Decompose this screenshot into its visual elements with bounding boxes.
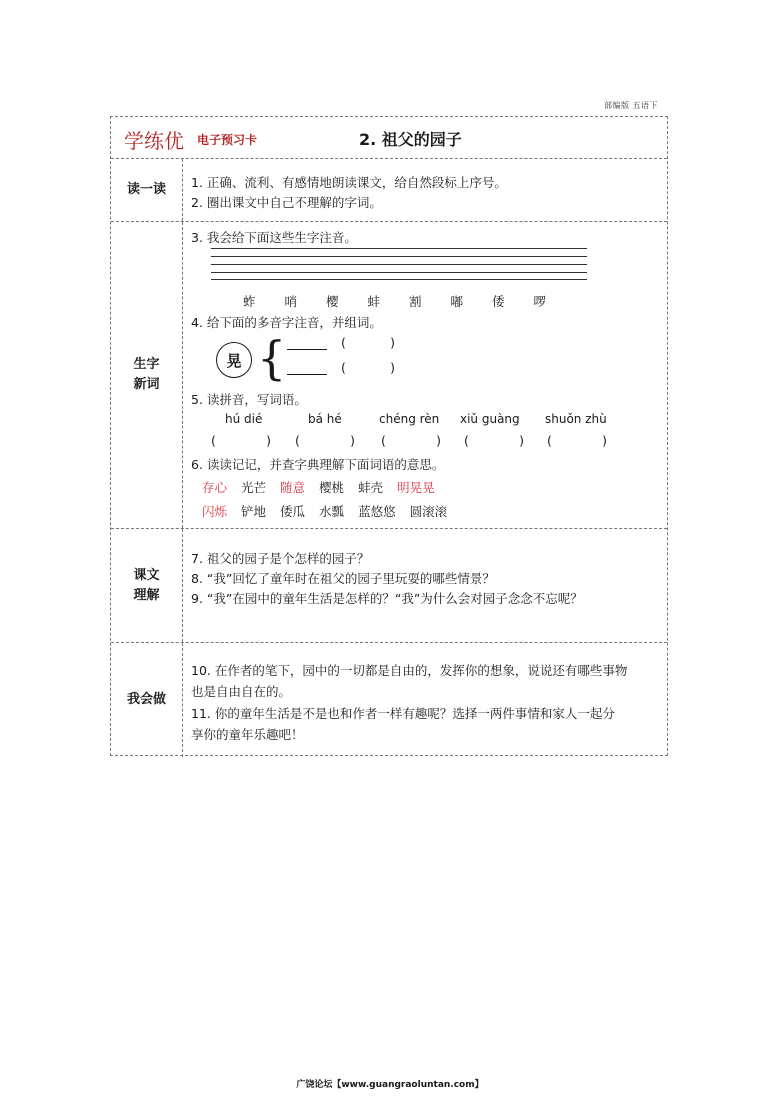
vocab-word: 蚌壳 bbox=[358, 480, 384, 495]
pinyin-row bbox=[191, 412, 631, 428]
preview-card-table bbox=[110, 116, 668, 756]
question-11: 11. 你的童年生活是不是也和作者一样有趣呢？选择一两件事情和家人一起分 bbox=[191, 706, 615, 721]
char-5: 割 bbox=[409, 294, 422, 309]
vocab-word: 水瓢 bbox=[319, 504, 345, 519]
pinyin-4: xiǔ guàng bbox=[460, 412, 520, 426]
brand-logo-text: 学练优 bbox=[124, 129, 184, 153]
question-5: 5. 读拼音，写词语。 bbox=[191, 392, 307, 407]
char-2: 哨 bbox=[284, 294, 298, 309]
lesson-title: 2. 祖父的园子 bbox=[359, 130, 462, 149]
question-6: 6. 读读记记，并查字典理解下面词语的意思。 bbox=[191, 457, 445, 472]
pinyin-3: chéng rèn bbox=[379, 412, 440, 426]
question-4: 4. 给下面的多音字注音，并组词。 bbox=[191, 315, 382, 330]
char-6: 嘟 bbox=[450, 294, 464, 309]
section-words: 生字 新词 3. 我会给下面这些生字注音。 蚱 哨 樱 蚌 割 嘟 倭 啰 4. 给下面的多音字注音，并组词。 晃 { ( ) ( ) 5. 读拼音，写词语。 hú dié bá hé chéng rèn xiǔ guàng shuǒn zhù ( ) ( ) ( ) ( ) ( ) 6. 读读记记，并查字典理解下面词语的意思。 存心 光芒 随意 樱桃 蚌壳 明晃晃 闪烁 铲地 倭瓜 水瓢 蓝悠悠 圆滚滚 bbox=[111, 221, 667, 528]
vocab-word: 蓝悠悠 bbox=[358, 504, 396, 519]
read-item-2: 2. 圈出课文中自己不理解的字词。 bbox=[191, 195, 382, 210]
vocab-row-1 bbox=[202, 478, 449, 496]
pinyin-blank-2[interactable] bbox=[287, 374, 327, 375]
vocab-word: 存心 bbox=[202, 480, 228, 495]
writing-line bbox=[211, 279, 587, 280]
question-10-cont: 也是自由自在的。 bbox=[191, 684, 292, 699]
vocab-row-2 bbox=[202, 502, 461, 520]
char-8: 啰 bbox=[533, 294, 547, 309]
vocab-word: 樱桃 bbox=[319, 480, 345, 495]
char-3: 樱 bbox=[326, 294, 339, 309]
vocab-word: 圆滚滚 bbox=[409, 504, 448, 519]
char-7: 倭 bbox=[492, 294, 505, 309]
edition-label: 部编版 五语下 bbox=[604, 101, 659, 110]
writing-line bbox=[211, 248, 587, 249]
footer-site-link: 广饶论坛【www.guangraoluntan.com】 bbox=[296, 1080, 484, 1090]
pinyin-2: bá hé bbox=[308, 412, 342, 426]
vocab-word: 铲地 bbox=[241, 504, 267, 519]
question-9: 9. “我”在园中的童年生活是怎样的？“我”为什么会对园子念念不忘呢？ bbox=[191, 591, 583, 606]
question-3: 3. 我会给下面这些生字注音。 bbox=[191, 230, 357, 245]
section-label-understand: 课文 理解 bbox=[111, 529, 183, 642]
section-label-practice: 我会做 bbox=[111, 643, 183, 757]
card-header bbox=[111, 117, 667, 158]
writing-line bbox=[211, 256, 587, 257]
vocab-word: 光芒 bbox=[241, 480, 267, 495]
pinyin-blank-1[interactable] bbox=[287, 349, 327, 350]
question-10: 10. 在作者的笔下，园中的一切都是自由的，发挥你的想象，说说还有哪些事物 bbox=[191, 663, 628, 678]
pinyin-5: shuǒn zhù bbox=[545, 412, 607, 426]
section-label-words: 生字 新词 bbox=[111, 222, 183, 528]
question-11-cont: 享你的童年乐趣吧！ bbox=[191, 727, 304, 742]
section-read bbox=[111, 158, 667, 221]
read-item-1: 1. 正确、流利、有感情地朗读课文，给自然段标上序号。 bbox=[191, 175, 507, 190]
brace-icon: { bbox=[257, 331, 287, 385]
vocab-word: 闪烁 bbox=[202, 504, 228, 519]
question-7: 7. 祖父的园子是个怎样的园子？ bbox=[191, 551, 370, 566]
vocab-word: 倭瓜 bbox=[280, 504, 306, 519]
vocab-word: 明晃晃 bbox=[397, 480, 435, 495]
writing-line bbox=[211, 264, 587, 265]
vocab-word: 随意 bbox=[280, 480, 306, 495]
section-understand bbox=[111, 528, 667, 642]
char-4: 蚌 bbox=[367, 294, 381, 309]
new-characters-row bbox=[243, 292, 575, 310]
polyphone-circle: 晃 bbox=[216, 342, 252, 378]
pinyin-1: hú dié bbox=[225, 412, 263, 426]
section-practice bbox=[111, 642, 667, 757]
question-8: 8. “我”回忆了童年时在祖父的园子里玩耍的哪些情景？ bbox=[191, 571, 495, 586]
card-type-label: 电子预习卡 bbox=[197, 133, 258, 147]
char-1: 蚱 bbox=[243, 294, 256, 309]
section-label-read: 读一读 bbox=[111, 159, 183, 221]
writing-line bbox=[211, 272, 587, 273]
